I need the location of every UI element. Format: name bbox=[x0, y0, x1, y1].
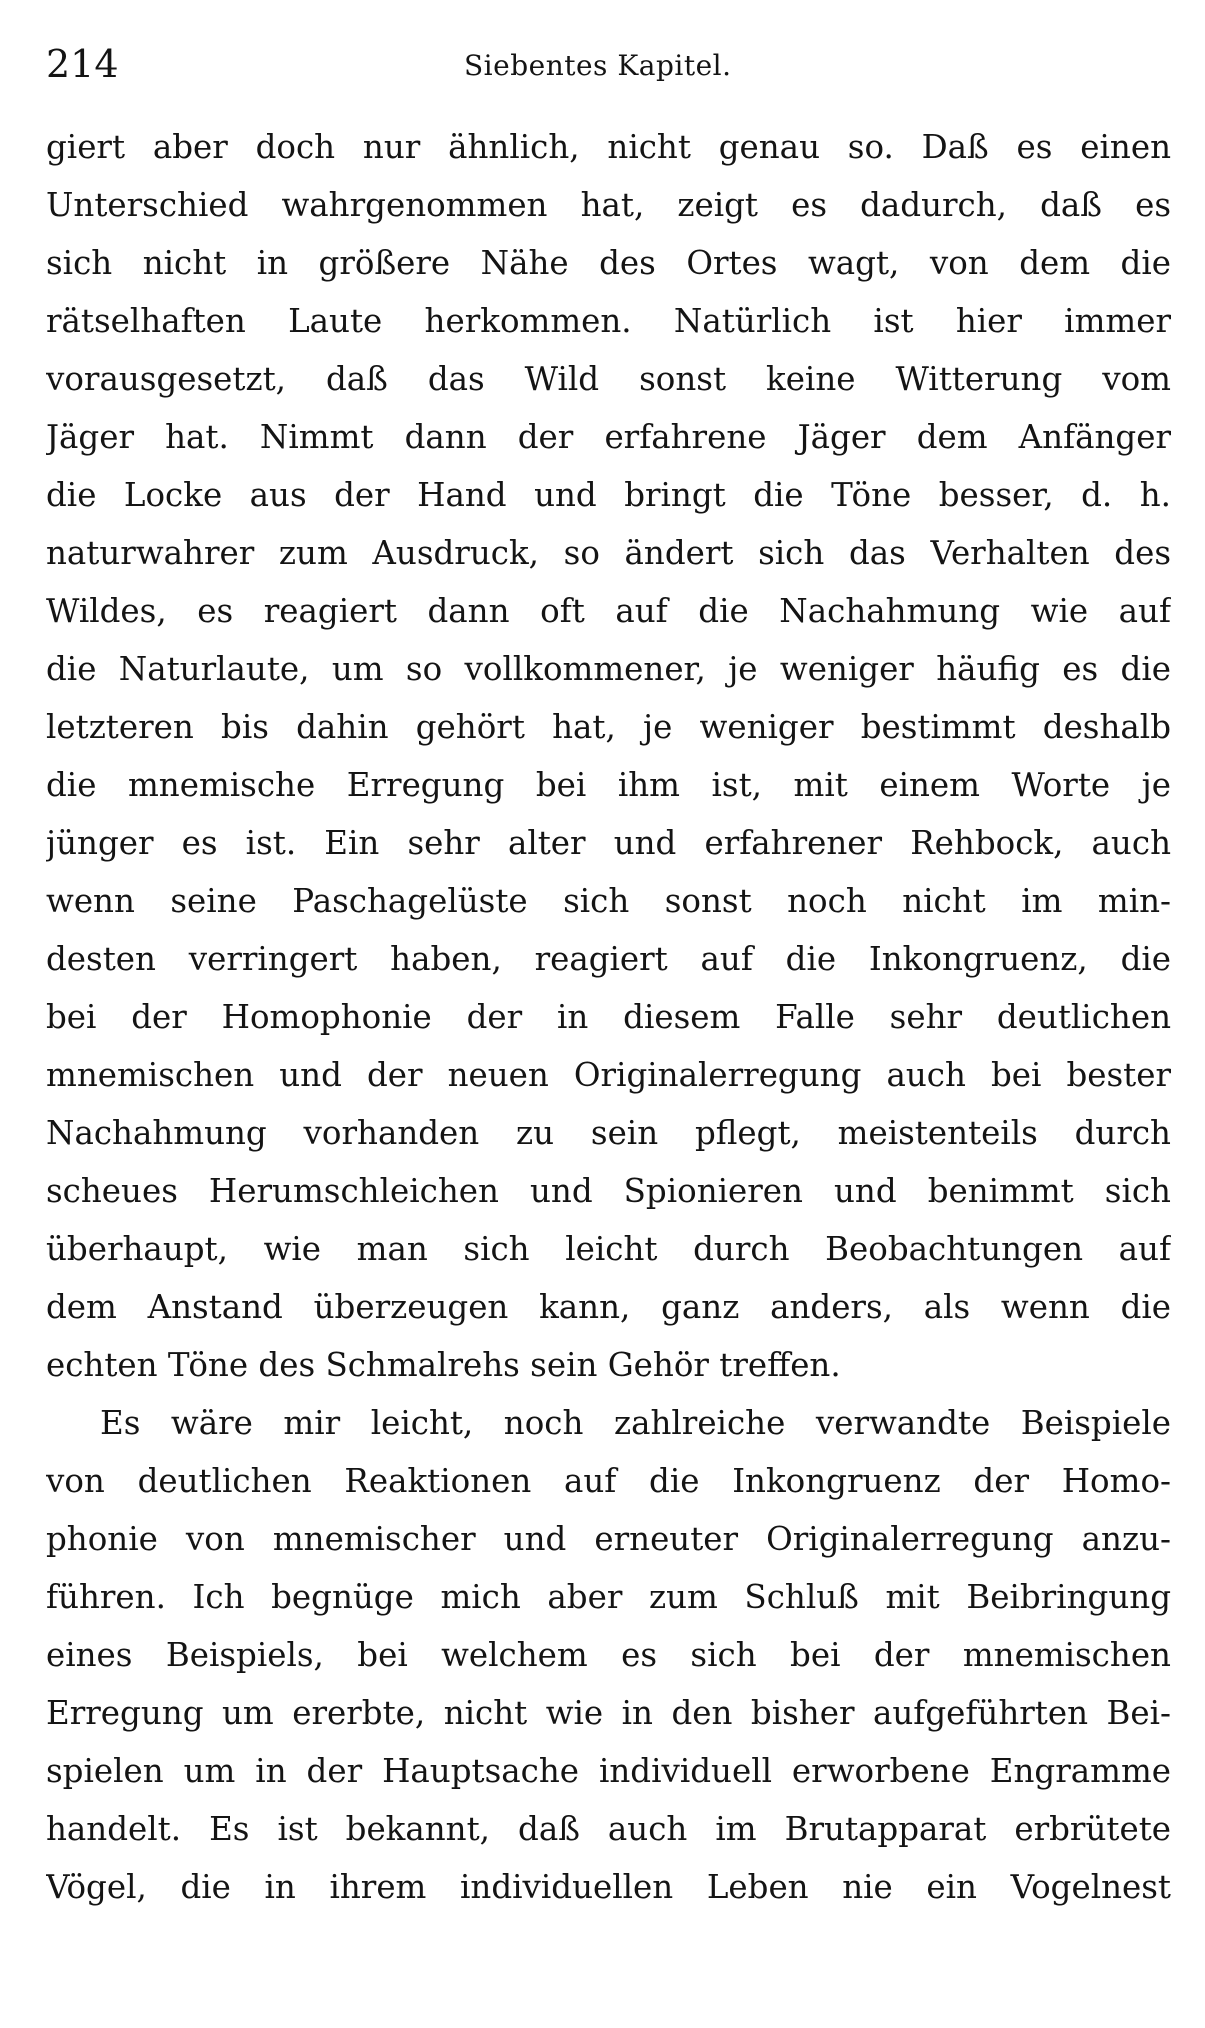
text-line: Nachahmung vorhanden zu sein pflegt, meistenteils durch bbox=[46, 1114, 1171, 1152]
text-line: mnemischen und der neuen Originalerregung auch bei bester bbox=[46, 1056, 1171, 1094]
text-line: die Naturlaute, um so vollkommener, je weniger häufig es die bbox=[46, 650, 1171, 688]
text-line: dem Anstand überzeugen kann, ganz anders, als wenn die bbox=[46, 1288, 1171, 1326]
text-line: die Locke aus der Hand und bringt die Töne besser, d. h. bbox=[46, 476, 1171, 514]
text-line: Erregung um ererbte, nicht wie in den bisher aufgeführten Bei- bbox=[46, 1694, 1171, 1732]
page-header bbox=[46, 34, 1171, 94]
text-line: Vögel, die in ihrem individuellen Leben nie ein Vogelnest bbox=[46, 1868, 1171, 1906]
text-line: handelt. Es ist bekannt, daß auch im Brutapparat erbrütete bbox=[46, 1810, 1171, 1848]
text-line: desten verringert haben, reagiert auf die Inkongruenz, die bbox=[46, 940, 1171, 978]
text-line: Wildes, es reagiert dann oft auf die Nachahmung wie auf bbox=[46, 592, 1171, 630]
text-line: scheues Herumschleichen und Spionieren und benimmt sich bbox=[46, 1172, 1171, 1210]
text-line: jünger es ist. Ein sehr alter und erfahrener Rehbock, auch bbox=[46, 824, 1171, 862]
text-line: führen. Ich begnüge mich aber zum Schluß mit Beibringung bbox=[46, 1578, 1171, 1616]
text-line: Unterschied wahrgenommen hat, zeigt es dadurch, daß es bbox=[46, 186, 1171, 224]
paragraph-last-line: echten Töne des Schmalrehs sein Gehör treffen. bbox=[46, 1346, 841, 1384]
paragraph-first-line: Es wäre mir leicht, noch zahlreiche verwandte Beispiele bbox=[100, 1404, 1171, 1442]
text-line: vorausgesetzt, daß das Wild sonst keine Witterung vom bbox=[46, 360, 1171, 398]
text-line: letzteren bis dahin gehört hat, je weniger bestimmt deshalb bbox=[46, 708, 1171, 746]
text-line: phonie von mnemischer und erneuter Originalerregung anzu- bbox=[46, 1520, 1171, 1558]
text-line: eines Beispiels, bei welchem es sich bei der mnemischen bbox=[46, 1636, 1171, 1674]
text-line: sich nicht in größere Nähe des Ortes wagt, von dem die bbox=[46, 244, 1171, 282]
text-line: rätselhaften Laute herkommen. Natürlich ist hier immer bbox=[46, 302, 1171, 340]
text-line: spielen um in der Hauptsache individuell erworbene Engramme bbox=[46, 1752, 1171, 1790]
text-line: von deutlichen Reaktionen auf die Inkongruenz der Homo- bbox=[46, 1462, 1171, 1500]
text-line: wenn seine Paschagelüste sich sonst noch nicht im min- bbox=[46, 882, 1171, 920]
body-text bbox=[46, 118, 1171, 1916]
running-title: Siebentes Kapitel. bbox=[464, 49, 732, 82]
text-line: giert aber doch nur ähnlich, nicht genau so. Daß es einen bbox=[46, 128, 1171, 166]
text-line: die mnemische Erregung bei ihm ist, mit einem Worte je bbox=[46, 766, 1171, 804]
page-number: 214 bbox=[46, 42, 119, 86]
text-line: überhaupt, wie man sich leicht durch Beobachtungen auf bbox=[46, 1230, 1171, 1268]
text-line: Jäger hat. Nimmt dann der erfahrene Jäger dem Anfänger bbox=[46, 418, 1171, 456]
text-line: bei der Homophonie der in diesem Falle sehr deutlichen bbox=[46, 998, 1171, 1036]
text-line: naturwahrer zum Ausdruck, so ändert sich das Verhalten des bbox=[46, 534, 1171, 572]
